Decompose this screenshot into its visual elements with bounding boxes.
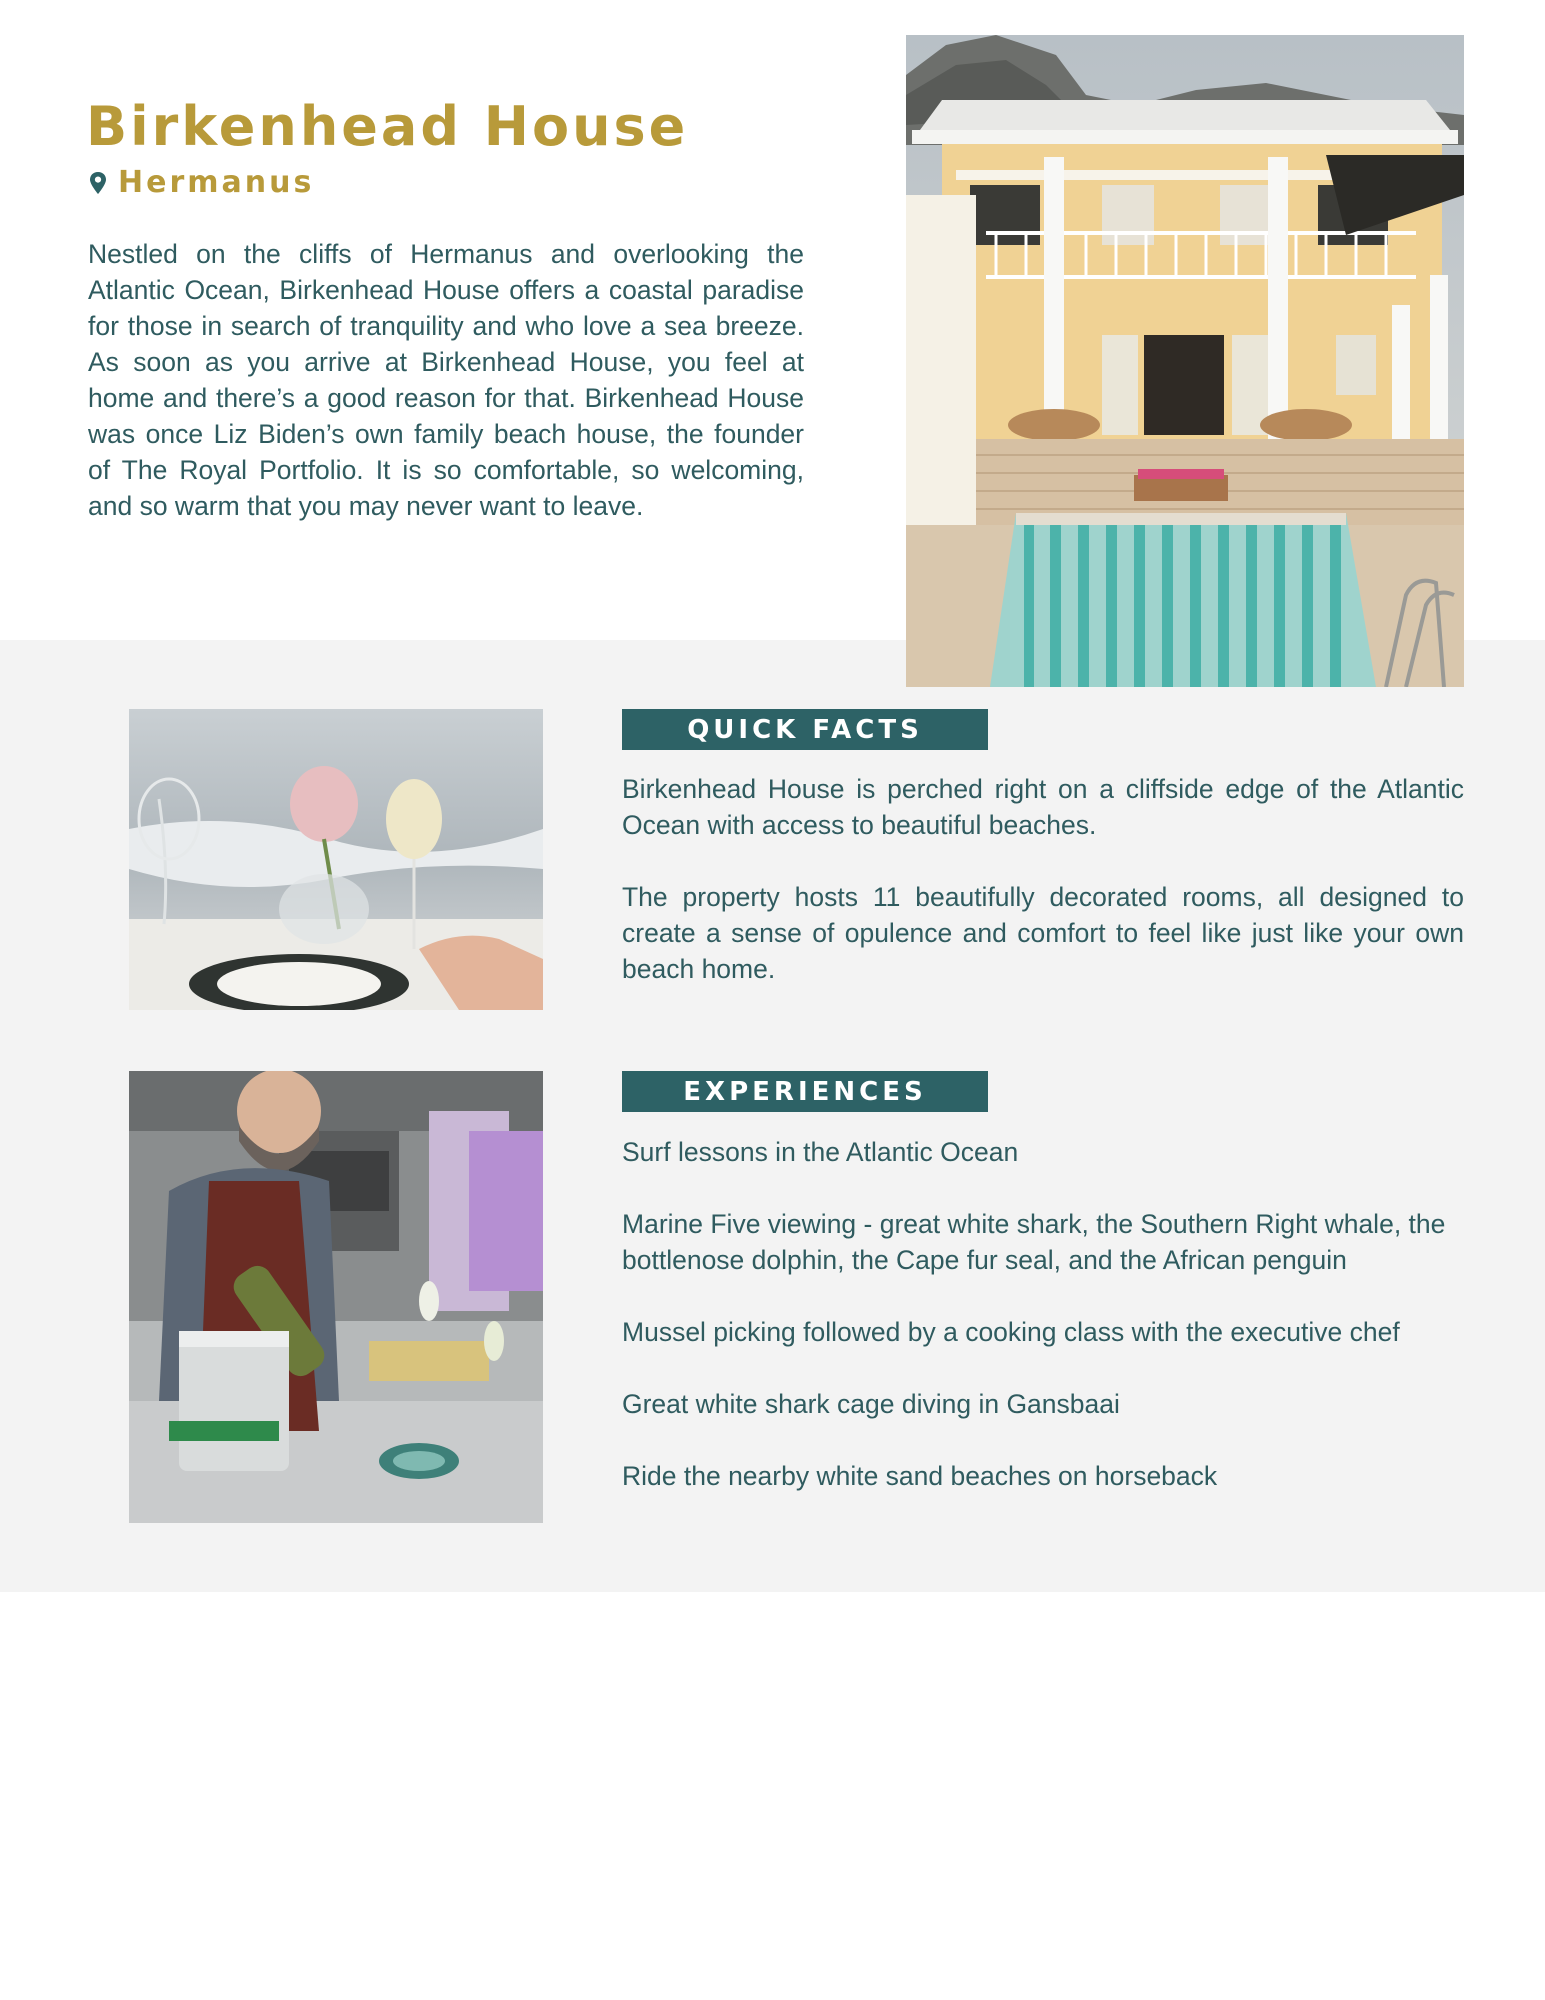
quick-facts-heading: QUICK FACTS [622, 709, 988, 750]
experience-item: Surf lessons in the Atlantic Ocean [622, 1137, 1019, 1167]
location-text: Hermanus [118, 165, 315, 200]
page-title: Birkenhead House [86, 95, 689, 158]
experience-item: Ride the nearby white sand beaches on horseback [622, 1461, 1218, 1491]
quick-fact-paragraph: Birkenhead House is perched right on a cliffside edge of the Atlantic Ocean with access to beautiful beaches. [622, 774, 1464, 840]
quick-fact-paragraph: The property hosts 11 beautifully decorated rooms, all designed to create a sense of opulence and comfort to feel like just like your own beach home. [622, 882, 1464, 984]
experience-item: Marine Five viewing - great white shark, the Southern Right whale, the bottlenose dolphin, the Cape fur seal, and the African penguin [622, 1209, 1446, 1275]
house-pool-photo [906, 35, 1464, 687]
experiences-list [622, 1134, 1482, 1530]
map-pin-icon [88, 171, 108, 195]
experience-item: Great white shark cage diving in Gansbaai [622, 1389, 1120, 1419]
experience-item: Mussel picking followed by a cooking class with the executive chef [622, 1317, 1400, 1347]
dining-table-photo [129, 709, 543, 1010]
chef-photo [129, 1071, 543, 1523]
intro-paragraph: Nestled on the cliffs of Hermanus and overlooking the Atlantic Ocean, Birkenhead House offers a coastal paradise for those in search of tranquility and who love a sea breeze. As soon as you arrive at Birkenhead House, you feel at home and there’s a good reason for that. Birkenhead House was once Liz Biden’s own family beach house, the founder of The Royal Portfolio. It is so comfortable, so welcoming, and so warm that you may never want to leave. [88, 239, 804, 521]
location-line [88, 165, 315, 200]
experiences-heading: EXPERIENCES [622, 1071, 988, 1112]
